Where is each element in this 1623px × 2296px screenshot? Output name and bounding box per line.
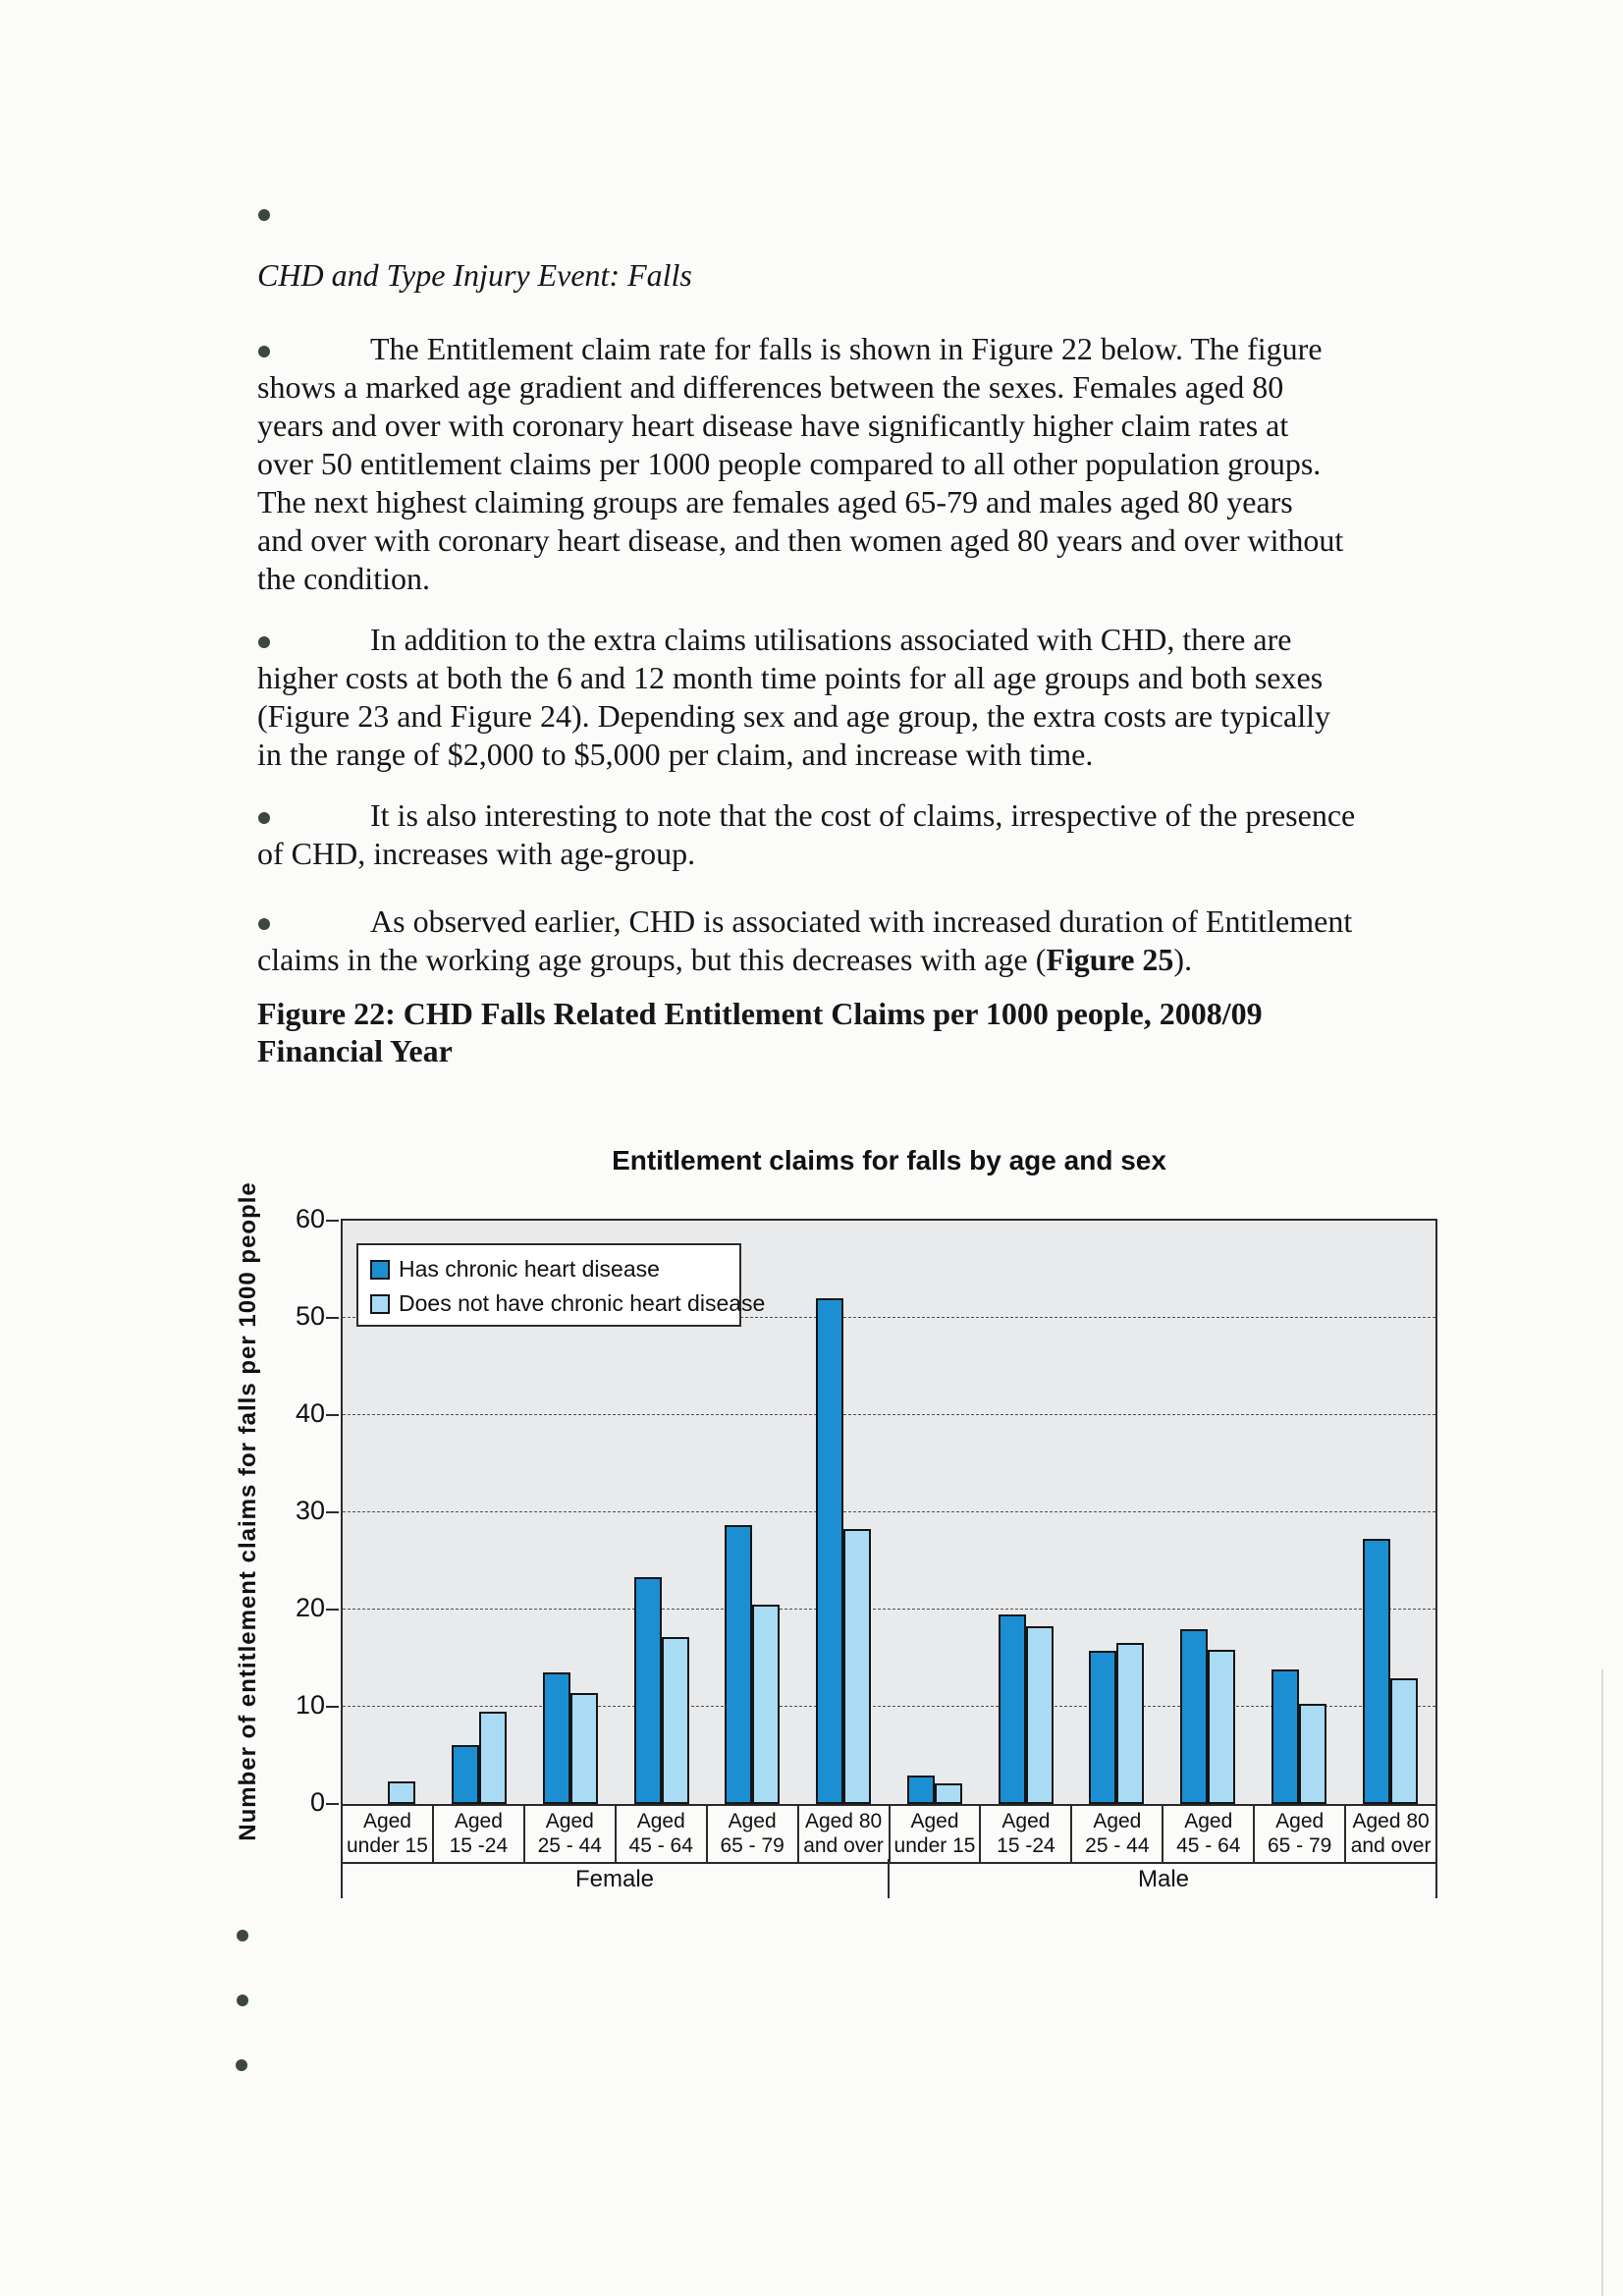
bar-male-age3-series1 [1208,1650,1235,1804]
caption-line: Financial Year [257,1033,453,1068]
figure-reference: Figure 25 [1046,942,1174,977]
scan-artifact-line [1601,1669,1603,2296]
x-axis-label-line: 15 -24 [997,1834,1055,1857]
text-line: over 50 entitlement claims per 1000 people compared to all other population groups. [257,446,1322,481]
x-axis-label-line: Aged [636,1810,685,1832]
x-axis-label-line: Aged 80 [804,1810,883,1832]
x-axis-label-line: and over [803,1834,884,1857]
x-axis-label-line: Aged [910,1810,959,1832]
bar-male-age0-series1 [935,1783,962,1804]
y-tick-mark [326,1414,339,1416]
x-axis-label [1255,1806,1346,1862]
x-axis-label [1346,1806,1435,1862]
y-tick-label: 50 [295,1301,325,1331]
x-axis-label-line: Aged [362,1810,411,1832]
bar-male-age0-series0 [907,1776,935,1804]
x-axis-label-line: Aged [1093,1810,1142,1832]
figure-caption [257,995,1396,1069]
y-tick-mark [326,1317,339,1319]
bar-female-age5-series0 [816,1298,843,1804]
y-tick-mark [326,1609,339,1611]
x-axis-labels [341,1804,1437,1864]
y-tick-label: 10 [295,1690,325,1720]
bar-female-age2-series0 [543,1672,570,1804]
bar-female-age4-series1 [752,1605,780,1804]
bar-female-age3-series1 [662,1637,689,1804]
bullet-paragraph [257,330,1396,598]
x-axis-label [708,1806,799,1862]
bar-male-age1-series0 [999,1614,1026,1804]
bar-male-age2-series0 [1089,1651,1116,1804]
x-axis-label [434,1806,525,1862]
x-axis-label-line: 25 - 44 [1085,1834,1150,1857]
legend-label: Does not have chronic heart disease [399,1290,766,1316]
x-axis-label [1072,1806,1163,1862]
caption-line: Figure 22: CHD Falls Related Entitlement Claims per 1000 people, 2008/09 [257,996,1263,1031]
bullet-icon [237,1930,248,1941]
sex-group-row [341,1859,1437,1902]
text-line: The next highest claiming groups are females aged 65-79 and males aged 80 years [257,484,1293,519]
y-tick-label: 20 [295,1593,325,1622]
bar-male-age1-series1 [1026,1626,1054,1804]
x-axis-label-line: Aged [454,1810,503,1832]
x-axis-label-line: 25 - 44 [537,1834,602,1857]
x-axis-label-line: 65 - 79 [720,1834,784,1857]
y-tick-mark [326,1706,339,1708]
x-axis-label [1163,1806,1255,1862]
text-line: It is also interesting to note that the cost of claims, irrespective of the presence [370,797,1356,833]
y-tick-mark [326,1220,339,1222]
bar-female-age1-series0 [452,1745,479,1804]
bar-male-age2-series1 [1116,1643,1144,1804]
bullet-icon [258,209,270,221]
bar-male-age4-series0 [1271,1669,1299,1804]
x-axis-label-line: 45 - 64 [628,1834,693,1857]
group-label-female: Female [574,1866,655,1892]
text-line: the condition. [257,561,430,596]
text-line: years and over with coronary heart disease have significantly higher claim rates at [257,408,1289,443]
x-axis-label-line: under 15 [347,1834,428,1857]
bullet-icon [236,2059,247,2071]
x-axis-label [799,1806,891,1862]
x-axis-label-line: 45 - 64 [1176,1834,1241,1857]
bar-female-age2-series1 [570,1693,598,1804]
bar-female-age5-series1 [843,1529,871,1804]
bar-male-age5-series1 [1390,1678,1418,1804]
text-segment: claims in the working age groups, but this decreases with age ( [257,942,1047,977]
x-axis-label-line: 15 -24 [449,1834,509,1857]
gridline [343,1609,1435,1610]
text-line: As observed earlier, CHD is associated with increased duration of Entitlement [370,903,1353,939]
bar-female-age0-series1 [388,1781,415,1804]
bar-female-age1-series1 [479,1712,507,1804]
gridline [343,1414,1435,1415]
bar-male-age3-series0 [1180,1629,1208,1804]
text-line: shows a marked age gradient and differences between the sexes. Females aged 80 [257,369,1284,405]
y-axis-title: Number of entitlement claims for falls per 1000 people [235,1181,261,1841]
bullet-paragraph [257,796,1396,873]
chart-legend [356,1243,766,1327]
text-line: in the range of $2,000 to $5,000 per claim, and increase with time. [257,737,1094,772]
legend-item [370,1256,730,1283]
x-axis-label-line: Aged [1001,1810,1051,1832]
x-axis-label-line: and over [1350,1834,1432,1857]
text-line: and over with coronary heart disease, and then women aged 80 years and over without [257,522,1344,558]
text-line [257,941,1396,979]
text-line: (Figure 23 and Figure 24). Depending sex and age group, the extra costs are typically [257,698,1331,734]
legend-swatch-has-chd [370,1260,390,1280]
x-axis-label [525,1806,617,1862]
bullet-icon [237,1995,248,2006]
y-axis [236,1204,339,1817]
legend-swatch-no-chd [370,1294,390,1314]
x-axis-label-line: Aged [1184,1810,1233,1832]
x-axis-label [617,1806,708,1862]
bar-male-age4-series1 [1299,1704,1326,1804]
y-tick-label: 30 [295,1496,325,1525]
x-axis-label [981,1806,1072,1862]
x-axis-label-line: Aged [1275,1810,1325,1832]
x-axis-label-line: Aged [545,1810,594,1832]
bar-male-age5-series0 [1363,1539,1390,1804]
text-segment: ). [1173,942,1193,977]
x-axis-label [891,1806,982,1862]
y-tick-label: 40 [295,1398,325,1428]
x-axis-label-line: Aged 80 [1352,1810,1430,1832]
bullet-paragraph [257,902,1396,979]
y-tick-mark [326,1803,339,1805]
chart-title: Entitlement claims for falls by age and sex [612,1145,1166,1175]
group-label-male: Male [1137,1866,1190,1892]
legend-item [370,1290,766,1317]
text-line: higher costs at both the 6 and 12 month time points for all age groups and both sexes [257,660,1324,695]
section-heading: CHD and Type Injury Event: Falls [257,257,692,293]
text-line: In addition to the extra claims utilisations associated with CHD, there are [370,622,1292,657]
bar-female-age3-series0 [634,1577,662,1804]
gridline [343,1511,1435,1512]
x-axis-label [343,1806,434,1862]
bar-female-age4-series0 [725,1525,752,1804]
bullet-paragraph [257,621,1396,774]
x-axis-label-line: Aged [728,1810,777,1832]
y-tick-label: 60 [295,1204,325,1233]
text-line: of CHD, increases with age-group. [257,836,696,871]
legend-label: Has chronic heart disease [399,1256,660,1282]
x-axis-label-line: under 15 [893,1834,976,1857]
y-tick-label: 0 [309,1787,325,1817]
y-tick-mark [326,1511,339,1513]
text-line: The Entitlement claim rate for falls is shown in Figure 22 below. The figure [370,331,1323,366]
x-axis-label-line: 65 - 79 [1267,1834,1332,1857]
